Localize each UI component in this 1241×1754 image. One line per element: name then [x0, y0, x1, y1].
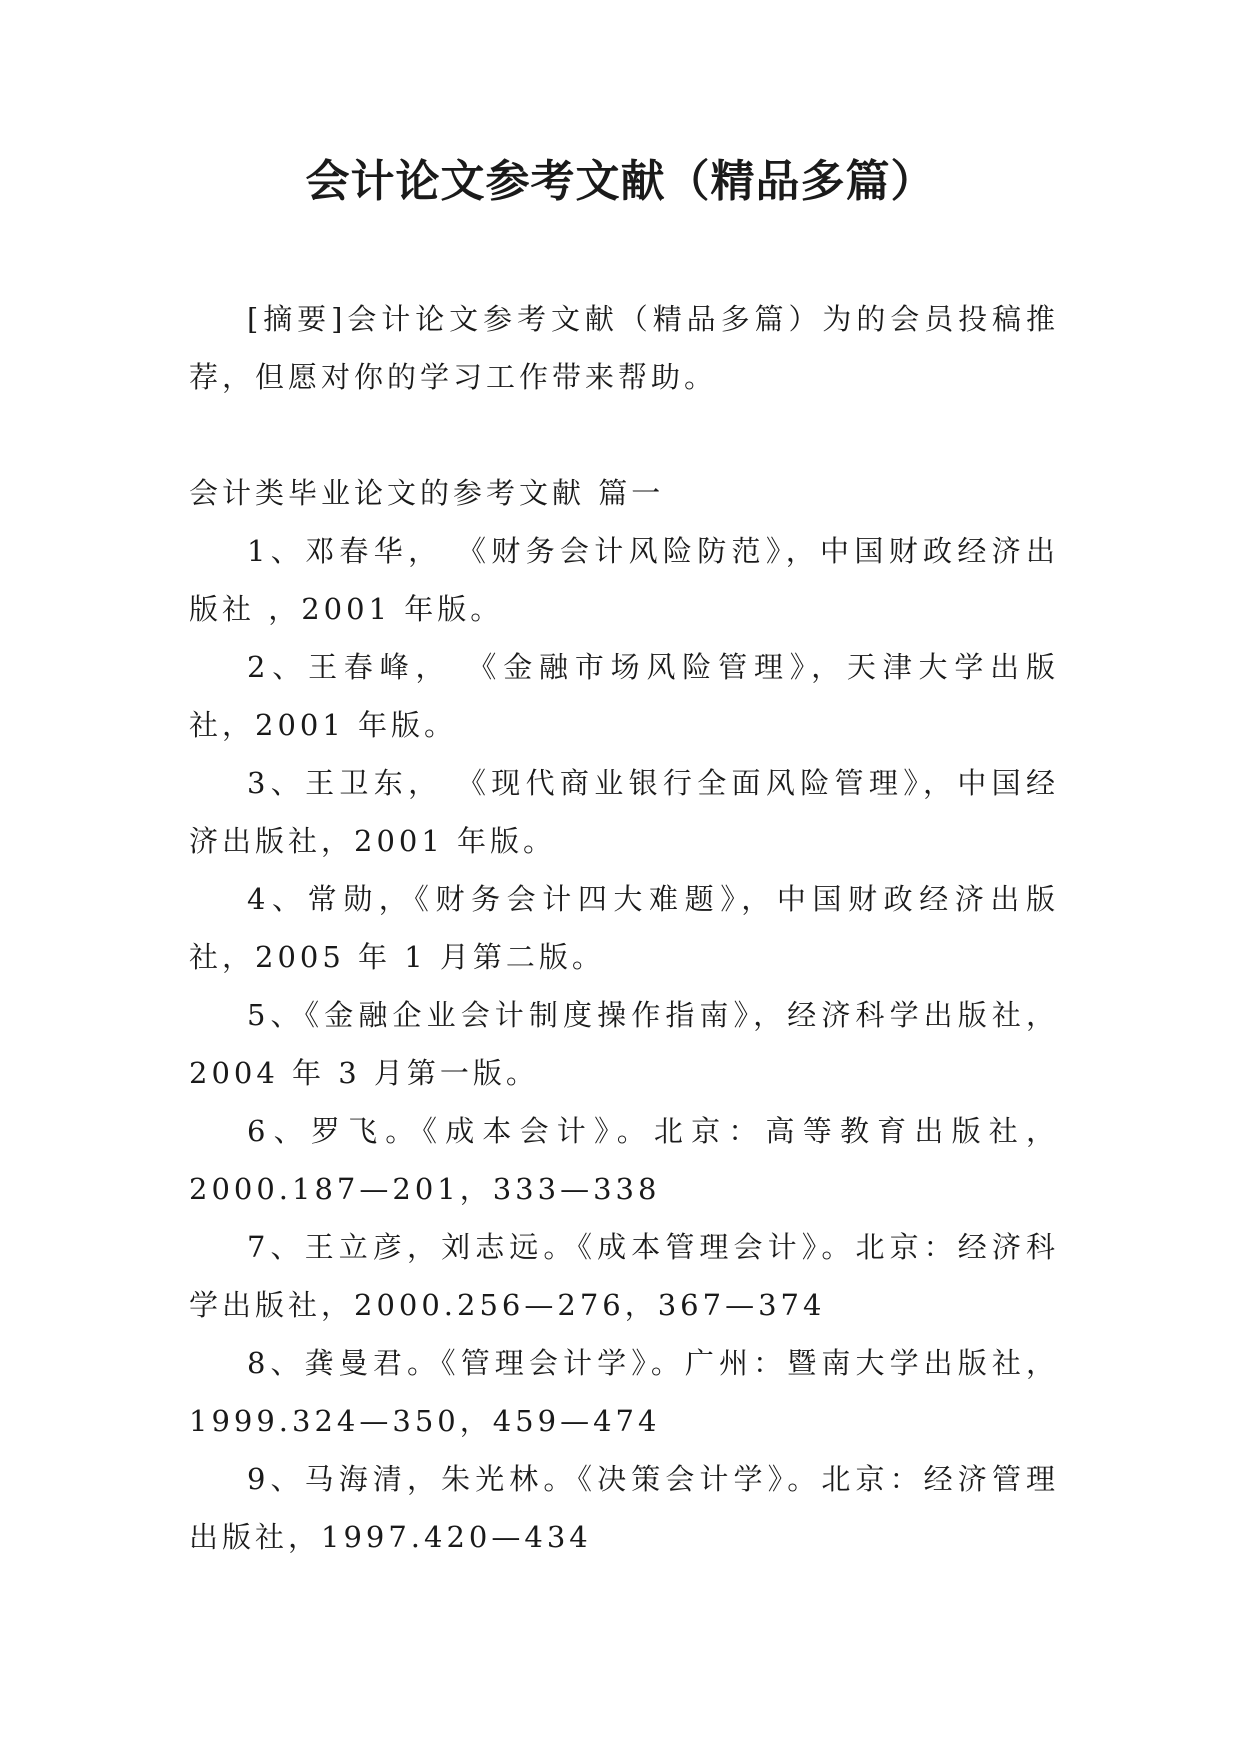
reference-item-4: 4、常勋，《财务会计四大难题》，中国财政经济出版社，2005 年 1 月第二版。	[189, 882, 1059, 974]
reference-item-1: 1、邓春华， 《财务会计风险防范》，中国财政经济出版社 ，2001 年版。	[189, 534, 1059, 626]
reference-item-6: 6、罗飞。《成本会计》。北京：高等教育出版社，2000.187—201，333—338	[189, 1114, 1059, 1206]
abstract-paragraph: [摘要]会计论文参考文献（精品多篇）为的会员投稿推荐，但愿对你的学习工作带来帮助。	[189, 302, 1059, 394]
reference-item-8: 8、龚曼君。《管理会计学》。广州：暨南大学出版社，1999.324—350，459—474	[189, 1346, 1059, 1438]
reference-item-2: 2、王春峰， 《金融市场风险管理》，天津大学出版社，2001 年版。	[189, 650, 1059, 742]
section-heading: 会计类毕业论文的参考文献 篇一	[189, 476, 665, 510]
reference-item-5: 5、《金融企业会计制度操作指南》，经济科学出版社，2004 年 3 月第一版。	[189, 998, 1059, 1090]
reference-item-3: 3、王卫东， 《现代商业银行全面风险管理》，中国经济出版社，2001 年版。	[189, 766, 1059, 858]
document-body	[189, 290, 1059, 1566]
reference-item-9: 9、马海清，朱光林。《决策会计学》。北京：经济管理出版社，1997.420—434	[189, 1462, 1059, 1554]
reference-item-7: 7、王立彦，刘志远。《成本管理会计》。北京：经济科学出版社，2000.256—276，367—374	[189, 1230, 1059, 1322]
document-title: 会计论文参考文献（精品多篇）	[305, 156, 936, 207]
